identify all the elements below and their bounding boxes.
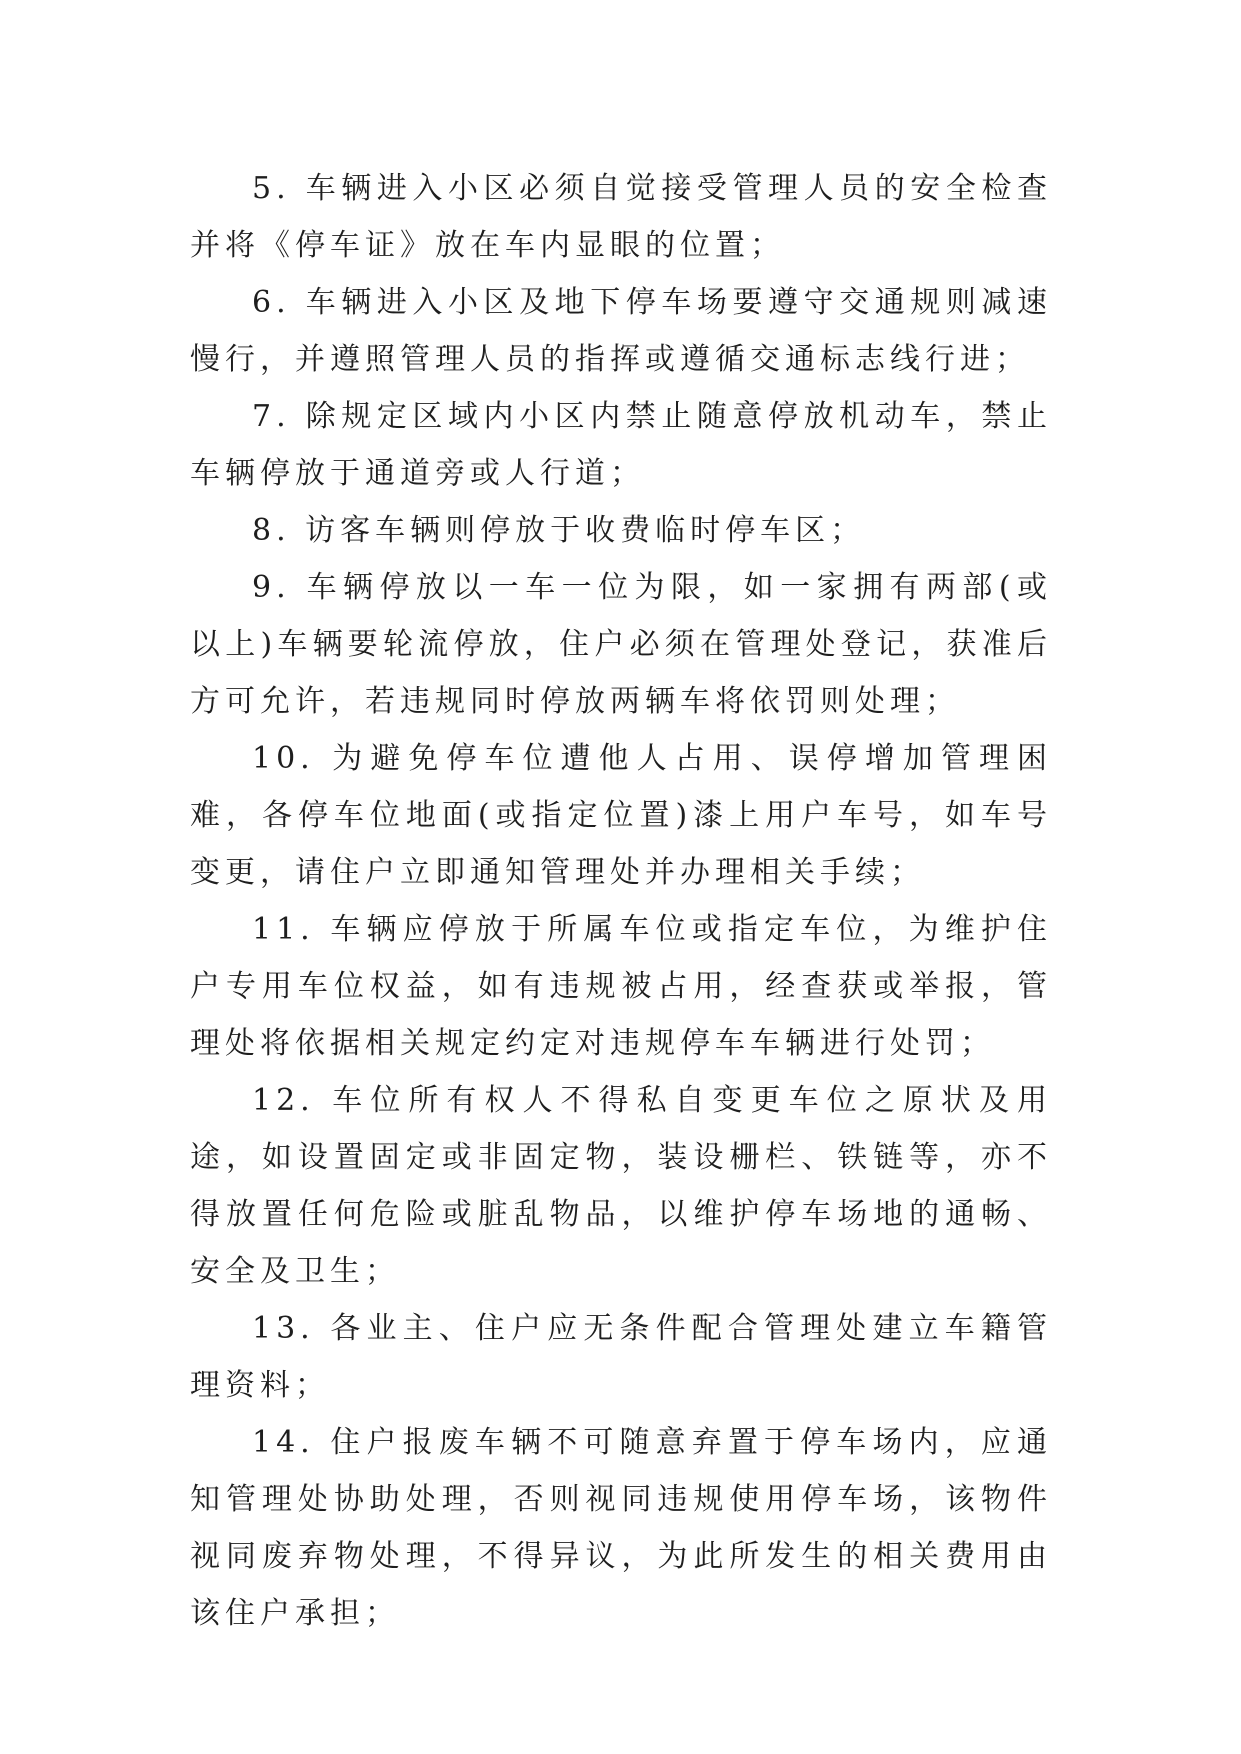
rule-item-6: 6. 车辆进入小区及地下停车场要遵守交通规则减速慢行，并遵照管理人员的指挥或遵循交通标志线行进；: [190, 285, 1052, 377]
rule-item-7: 7. 除规定区域内小区内禁止随意停放机动车，禁止车辆停放于通道旁或人行道；: [190, 399, 1052, 491]
rule-item-10: 10. 为避免停车位遭他人占用、误停增加管理困难，各停车位地面(或指定位置)漆上用户车号，如车号变更，请住户立即通知管理处并办理相关手续；: [190, 741, 1052, 890]
rule-item-5: 5. 车辆进入小区必须自觉接受管理人员的安全检查并将《停车证》放在车内显眼的位置；: [190, 171, 1052, 263]
rule-item-13: 13. 各业主、住户应无条件配合管理处建立车籍管理资料；: [190, 1311, 1052, 1403]
rule-item-11: 11. 车辆应停放于所属车位或指定车位，为维护住户专用车位权益，如有违规被占用，经查获或举报，管理处将依据相关规定约定对违规停车车辆进行处罚；: [190, 912, 1052, 1061]
rule-item-14: 14. 住户报废车辆不可随意弃置于停车场内，应通知管理处协助处理，否则视同违规使用停车场，该物件视同废弃物处理，不得异议，为此所发生的相关费用由该住户承担；: [190, 1425, 1052, 1631]
rule-item-12: 12. 车位所有权人不得私自变更车位之原状及用途，如设置固定或非固定物，装设栅栏、铁链等，亦不得放置任何危险或脏乱物品，以维护停车场地的通畅、安全及卫生；: [190, 1083, 1052, 1289]
rule-item-9: 9. 车辆停放以一车一位为限，如一家拥有两部(或以上)车辆要轮流停放，住户必须在管理处登记，获准后方可允许，若违规同时停放两辆车将依罚则处理；: [190, 570, 1052, 719]
document-body: [190, 160, 1052, 1642]
rule-item-8: 8. 访客车辆则停放于收费临时停车区；: [252, 513, 866, 548]
